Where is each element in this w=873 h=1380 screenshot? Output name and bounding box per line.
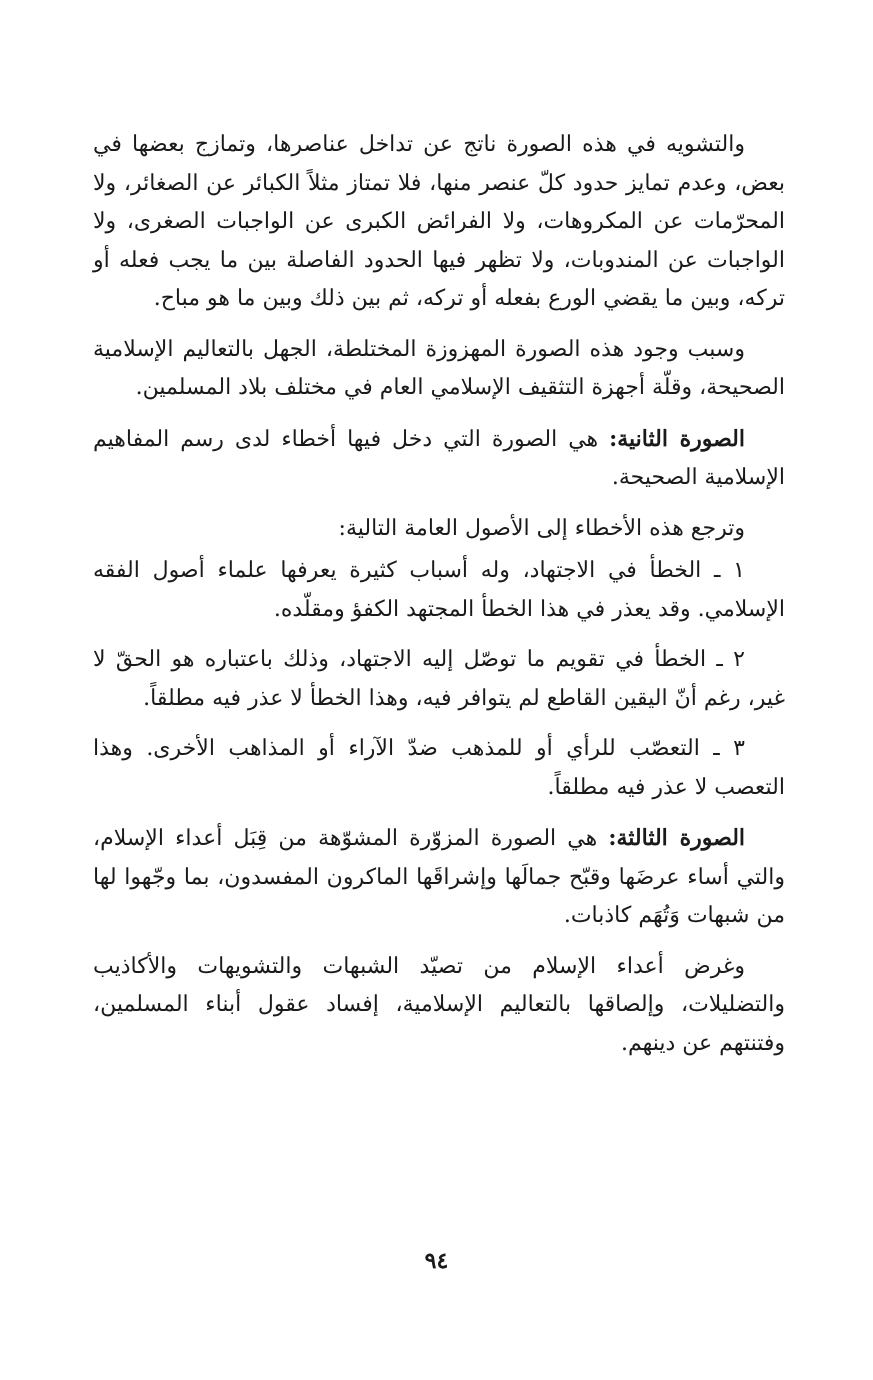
- paragraph-distortion: والتشويه في هذه الصورة ناتج عن تداخل عناصرها، وتمازج بعضها في بعض، وعدم تمايز حدود كلّ عنصر منها، فلا تمتاز مثلاً الكبائر عن الصغائر، ولا المحرّمات عن المكروهات، ولا الفرائض الكبرى عن الواجبات الصغرى، ولا الواجبات عن المندوبات، ولا تظهر فيها الحدود الفاصلة بين ما يجب فعله أو تركه، وبين ما يقضي الورع بفعله أو تركه، ثم بين ذلك وبين ما هو مباح.: [93, 132, 785, 311]
- paragraph-second-image: [93, 420, 785, 498]
- paragraph-cause: وسبب وجود هذه الصورة المهزوزة المختلطة، الجهل بالتعاليم الإسلامية الصحيحة، وقلّة أجهزة التثقيف الإسلامي العام في مختلف بلاد المسلمين.: [93, 336, 785, 400]
- third-image-body: هي الصورة المزوّرة المشوّهة من قِبَل أعداء الإسلام، والتي أساء عرضَها وقبّح جمالَها وإشراقَها الماكرون المفسدون، بما وجّهوا لها من شبهات وَتُهَم كاذبات.: [93, 826, 785, 928]
- paragraph-errors-intro: وترجع هذه الأخطاء إلى الأصول العامة التالية:: [338, 515, 745, 541]
- second-image-body: هي الصورة التي دخل فيها أخطاء لدى رسم المفاهيم الإسلامية الصحيحة.: [93, 426, 785, 490]
- list-item-error-2: ٢ ـ الخطأ في تقويم ما توصّل إليه الاجتهاد، وذلك باعتباره هو الحقّ لا غير، رغم أنّ اليقين القاطع لم يتوافر فيه، وهذا الخطأ لا عذر فيه مطلقاً.: [93, 647, 785, 711]
- page-body: [93, 126, 785, 1063]
- paragraph-third-image: [93, 819, 785, 936]
- list-item-error-1: ١ ـ الخطأ في الاجتهاد، وله أسباب كثيرة يعرفها علماء أصول الفقه الإسلامي. وقد يعذر في هذا الخطأ المجتهد الكفؤ ومقلّده.: [93, 558, 785, 622]
- list-item-error-3: ٣ ـ التعصّب للرأي أو للمذهب ضدّ الآراء أو المذاهب الأخرى. وهذا التعصب لا عذر فيه مطلقاً.: [93, 736, 785, 800]
- page-number: ٩٤: [424, 1248, 449, 1274]
- second-image-heading: الصورة الثانية:: [609, 425, 746, 452]
- third-image-heading: الصورة الثالثة:: [608, 825, 746, 851]
- paragraph-enemies-aim: وغرض أعداء الإسلام من تصيّد الشبهات والتشويهات والأكاذيب والتضليلات، وإلصاقها بالتعاليم الإسلامية، إفساد عقول أبناء المسلمين، وفتنتهم عن دينهم.: [93, 953, 785, 1056]
